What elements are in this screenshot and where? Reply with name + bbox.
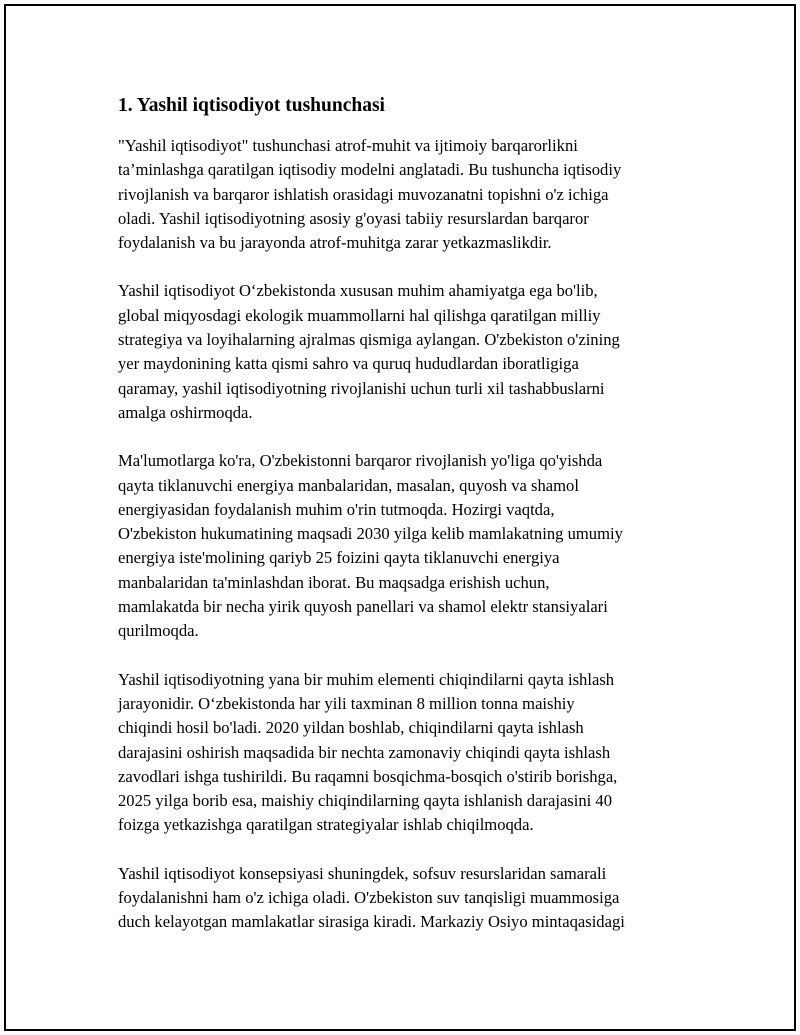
- text-line: Yashil iqtisodiyot konsepsiyasi shuningdek, sofsuv resurslaridan samarali: [118, 863, 607, 883]
- text-line: "Yashil iqtisodiyot" tushunchasi atrof-muhit va ijtimoiy barqarorlikni: [118, 136, 578, 155]
- paragraph-5: [118, 862, 698, 935]
- text-line: zavodlari ishga tushirildi. Bu raqamni bosqichma-bosqich o'stirib borishga,: [118, 766, 618, 786]
- section-heading: 1. Yashil iqtisodiyot tushunchasi: [118, 95, 385, 116]
- text-line: O'zbekiston hukumatining maqsadi 2030 yilga kelib mamlakatning umumiy: [118, 524, 623, 544]
- text-line: 2025 yilga borib esa, maishiy chiqindilarning qayta ishlanish darajasini 40: [118, 791, 613, 811]
- text-line: qayta tiklanuvchi energiya manbalaridan, masalan, quyosh va shamol: [118, 475, 579, 495]
- text-line: foydalanishni ham o'z ichiga oladi. O'zbekiston suv tanqisligi muammosiga: [118, 888, 620, 908]
- paragraph-3: [118, 449, 698, 643]
- text-line: energiya iste'molining qariyb 25 foizini qayta tiklanuvchi energiya: [118, 548, 560, 568]
- text-line: ta’minlashga qaratilgan iqtisodiy modelni anglatadi. Bu tushuncha iqtisodiy: [118, 160, 622, 180]
- document-body: [118, 92, 698, 959]
- text-line: darajasini oshirish maqsadida bir nechta zamonaviy chiqindi qayta ishlash: [118, 742, 611, 762]
- paragraph-2: [118, 279, 698, 425]
- text-line: global miqyosdagi ekologik muammollarni hal qilishga qaratilgan milliy: [118, 305, 601, 325]
- text-line: foizga yetkazishga qaratilgan strategiyalar ishlab chiqilmoqda.: [118, 815, 534, 835]
- text-line: manbalaridan ta'minlashdan iborat. Bu maqsadga erishish uchun,: [118, 572, 550, 592]
- text-line: amalga oshirmoqda.: [118, 402, 253, 422]
- text-line: jarayonidir. O‘zbekistonda har yili taxminan 8 million tonna maishiy: [118, 693, 575, 713]
- text-line: qaramay, yashil iqtisodiyotning rivojlanishi uchun turli xil tashabbuslarni: [118, 378, 605, 398]
- text-line: strategiya va loyihalarning ajralmas qismiga aylangan. O'zbekiston o'zining: [118, 330, 620, 350]
- text-line: Yashil iqtisodiyot O‘zbekistonda xususan muhim ahamiyatga ega bo'lib,: [118, 281, 598, 301]
- text-line: foydalanish va bu jarayonda atrof-muhitga zarar yetkazmaslikdir.: [118, 233, 552, 253]
- text-line: yer maydonining katta qismi sahro va quruq hududlardan iboratligiga: [118, 354, 579, 374]
- text-line: rivojlanish va barqaror ishlatish orasidagi muvozanatni topishni o'z ichiga: [118, 184, 609, 204]
- text-line: mamlakatda bir necha yirik quyosh panellari va shamol elektr stansiyalari: [118, 597, 608, 617]
- text-line: chiqindi hosil bo'ladi. 2020 yildan boshlab, chiqindilarni qayta ishlash: [118, 718, 584, 738]
- text-line: Ma'lumotlarga ko'ra, O'zbekistonni barqaror rivojlanish yo'liga qo'yishda: [118, 451, 603, 471]
- paragraph-4: [118, 668, 698, 838]
- text-line: Yashil iqtisodiyotning yana bir muhim elementi chiqindilarni qayta ishlash: [118, 669, 615, 689]
- paragraph-1: [118, 134, 698, 255]
- text-line: qurilmoqda.: [118, 621, 199, 641]
- text-line: oladi. Yashil iqtisodiyotning asosiy g'oyasi tabiiy resurslardan barqaror: [118, 208, 589, 228]
- text-line: energiyasidan foydalanish muhim o'rin tutmoqda. Hozirgi vaqtda,: [118, 499, 555, 519]
- text-line: duch kelayotgan mamlakatlar sirasiga kiradi. Markaziy Osiyo mintaqasidagi: [118, 912, 625, 932]
